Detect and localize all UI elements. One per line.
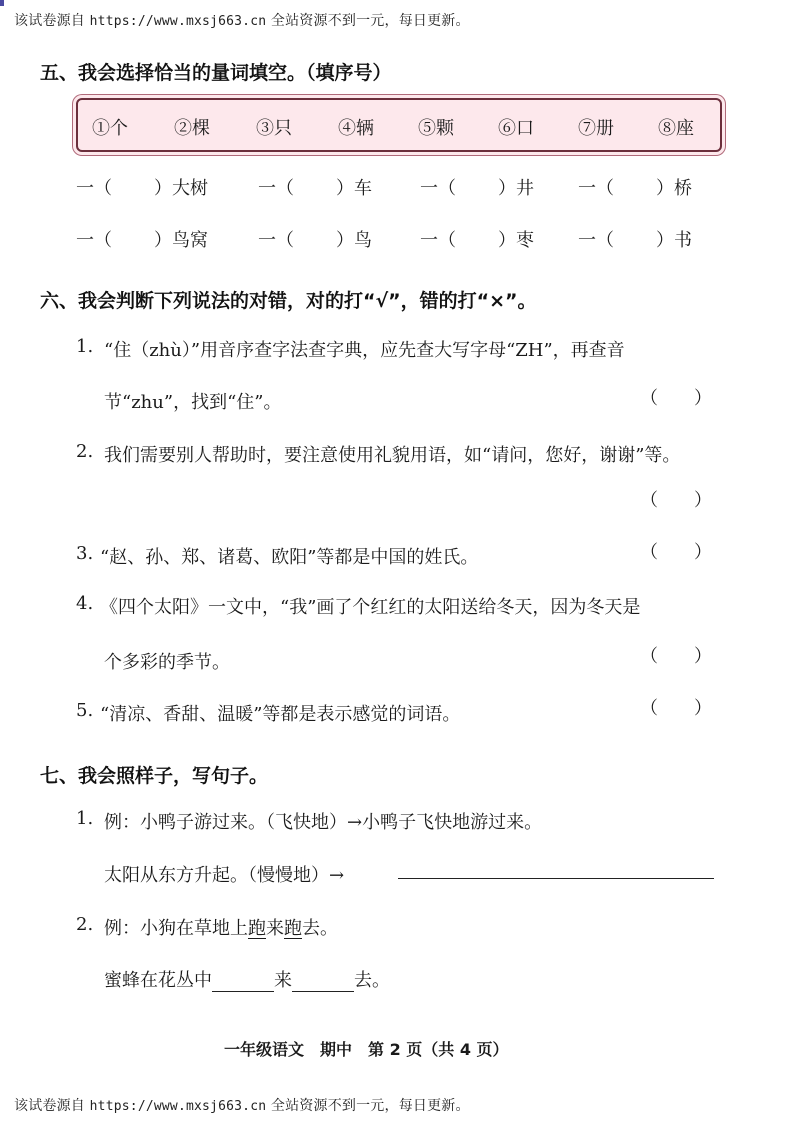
example-sentence — [104, 914, 338, 940]
answer-blank-line[interactable] — [292, 973, 354, 992]
example-sentence: 例：小鸭子游过来。（飞快地）→小鸭子飞快地游过来。 — [104, 812, 543, 833]
fill-item[interactable] — [76, 174, 208, 200]
fill-prefix: 一（ — [420, 178, 456, 199]
q-number: 2. — [76, 914, 94, 935]
fill-suffix: ）鸟 — [336, 230, 372, 251]
example-end: 去。 — [302, 918, 338, 939]
question-text: 我们需要别人帮助时，要注意使用礼貌用语，如“请问，您好，谢谢”等。 — [104, 445, 681, 466]
word-option: ③只 — [256, 118, 292, 139]
fill-suffix: ）鸟窝 — [154, 230, 208, 251]
example-word: 跑 — [248, 918, 266, 939]
corner-mark — [0, 0, 4, 6]
page-footer: 一年级语文 期中 第 2 页（共 4 页） — [224, 1040, 509, 1059]
word-option: ⑥口 — [498, 118, 534, 139]
section5-title: 五、我会选择恰当的量词填空。（填序号） — [40, 62, 392, 84]
answer-blank[interactable]: （ ） — [640, 388, 712, 409]
answer-blank[interactable]: （ ） — [640, 490, 712, 511]
example-pre: 例：小狗在草地上 — [104, 918, 248, 939]
fill-prefix: 一（ — [76, 230, 112, 251]
measure-word-box — [76, 98, 722, 152]
fill-suffix: ）枣 — [498, 230, 534, 251]
answer-line[interactable] — [398, 878, 714, 879]
answer-blank[interactable]: （ ） — [640, 698, 712, 719]
fill-item[interactable] — [578, 174, 692, 200]
watermark-prefix: 该试卷源自 — [14, 1098, 90, 1114]
fill-prefix: 一（ — [578, 230, 614, 251]
question-text: “清凉、香甜、温暖”等都是表示感觉的词语。 — [100, 704, 461, 725]
fill-item[interactable] — [258, 174, 372, 200]
question-text: 节“zhu”，找到“住”。 — [104, 392, 282, 413]
question-text: “住（zhù）”用音序查字法查字典，应先查大写字母“ZH”，再查音 — [104, 340, 625, 361]
bottom-watermark — [14, 1095, 470, 1115]
example-word: 跑 — [284, 918, 302, 939]
question-text: 《四个太阳》一文中，“我”画了个红红的太阳送给冬天，因为冬天是 — [100, 597, 641, 618]
section6-title: 六、我会判断下列说法的对错，对的打“√”，错的打“×”。 — [40, 290, 537, 312]
answer-blank[interactable]: （ ） — [640, 542, 712, 563]
word-option: ⑤颗 — [418, 118, 454, 139]
fill-suffix: ）大树 — [154, 178, 208, 199]
fill-item[interactable] — [420, 174, 534, 200]
watermark-suffix: 全站资源不到一元，每日更新。 — [266, 13, 470, 29]
fill-prefix: 一（ — [76, 178, 112, 199]
q-number: 1. — [76, 808, 94, 829]
task-sentence: 太阳从东方升起。（慢慢地）→ — [104, 865, 345, 886]
fill-prefix: 一（ — [578, 178, 614, 199]
word-option: ⑦册 — [578, 118, 614, 139]
fill-suffix: ）井 — [498, 178, 534, 199]
watermark-url[interactable]: https://www.mxsj663.cn — [89, 14, 267, 29]
answer-blank-line[interactable] — [212, 973, 274, 992]
fill-prefix: 一（ — [258, 178, 294, 199]
watermark-prefix: 该试卷源自 — [14, 13, 90, 29]
q-number: 4. — [76, 593, 94, 614]
word-option: ①个 — [92, 118, 128, 139]
word-option: ⑧座 — [658, 118, 694, 139]
fill-suffix: ）桥 — [656, 178, 692, 199]
q-number: 5. — [76, 700, 94, 721]
question-text: “赵、孙、郑、诸葛、欧阳”等都是中国的姓氏。 — [100, 547, 479, 568]
word-option: ②棵 — [174, 118, 210, 139]
fill-prefix: 一（ — [258, 230, 294, 251]
fill-item[interactable] — [578, 226, 692, 252]
word-option: ④辆 — [338, 118, 374, 139]
fill-item[interactable] — [420, 226, 534, 252]
q-number: 3. — [76, 543, 94, 564]
q-number: 1. — [76, 336, 94, 357]
fill-prefix: 一（ — [420, 230, 456, 251]
q-number: 2. — [76, 441, 94, 462]
task-end: 去。 — [354, 970, 390, 991]
fill-suffix: ）车 — [336, 178, 372, 199]
example-mid: 来 — [266, 918, 284, 939]
task-sentence — [104, 966, 390, 992]
task-mid: 来 — [274, 970, 292, 991]
top-watermark — [14, 10, 470, 30]
fill-item[interactable] — [76, 226, 208, 252]
watermark-suffix: 全站资源不到一元，每日更新。 — [266, 1098, 470, 1114]
question-text: 个多彩的季节。 — [104, 652, 230, 673]
answer-blank[interactable]: （ ） — [640, 646, 712, 667]
task-pre: 蜜蜂在花丛中 — [104, 970, 212, 991]
section7-title: 七、我会照样子，写句子。 — [40, 765, 269, 787]
fill-item[interactable] — [258, 226, 372, 252]
watermark-url[interactable]: https://www.mxsj663.cn — [89, 1099, 267, 1114]
fill-suffix: ）书 — [656, 230, 692, 251]
